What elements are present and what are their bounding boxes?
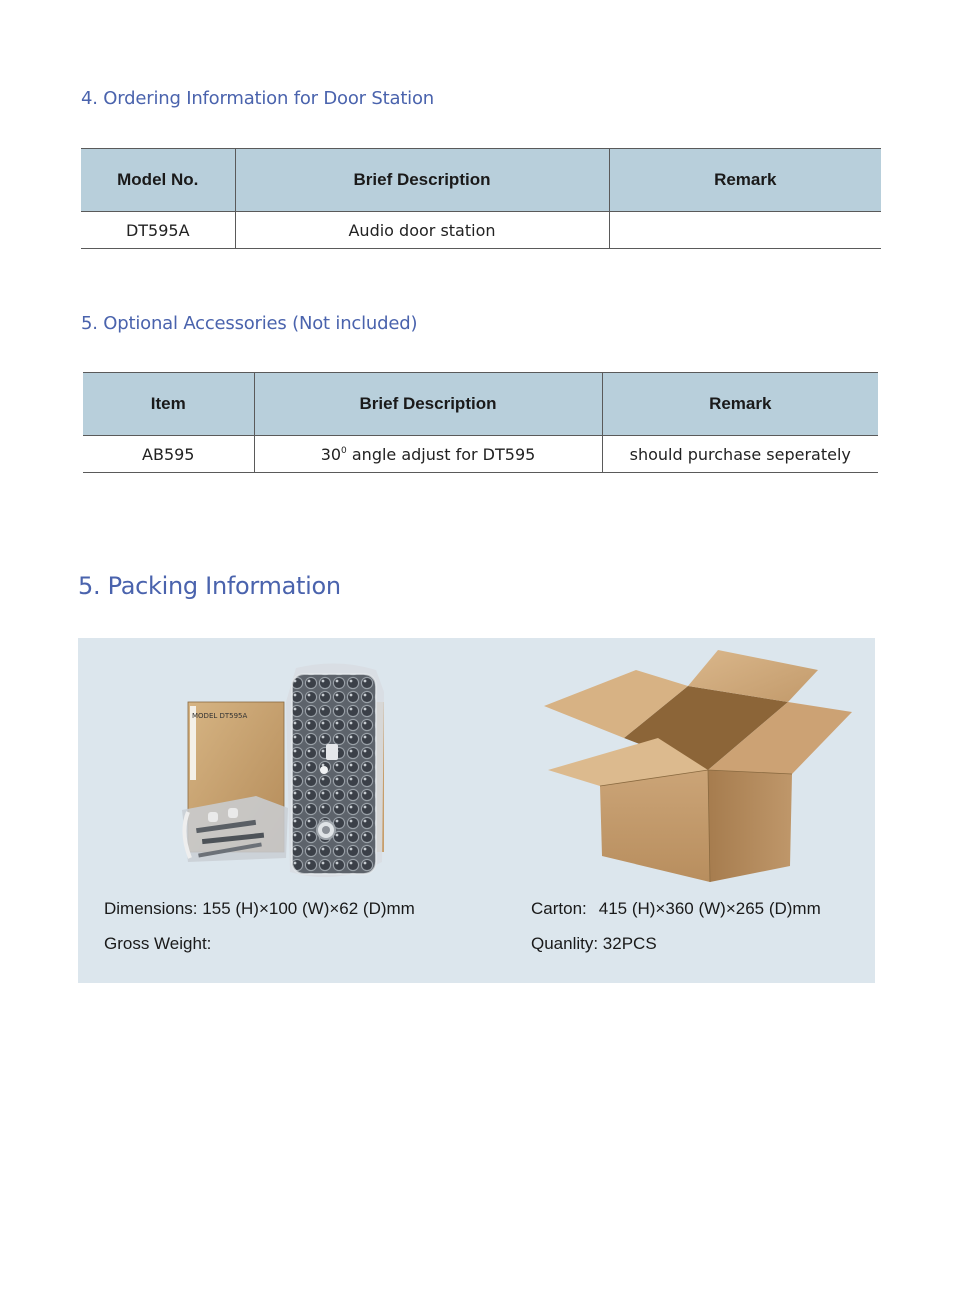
cell-description (254, 436, 602, 473)
ordering-table (81, 148, 881, 249)
cell-remark (609, 212, 881, 249)
packing-panel (78, 638, 875, 983)
cell-remark: should purchase seperately (602, 436, 878, 473)
gross-weight-label: Gross Weight: (104, 934, 212, 953)
ordering-header-row (81, 149, 881, 212)
ordering-heading: 4. Ordering Information for Door Station (81, 88, 434, 109)
dimensions-label: Dimensions: (104, 899, 198, 918)
dimensions-line (104, 899, 415, 919)
accessories-header-row (83, 373, 878, 436)
angle-value: 30 (320, 444, 342, 464)
product-box-label: MODEL DT595A (192, 712, 248, 720)
carton-line (531, 899, 821, 919)
column-header-remark: Remark (609, 149, 881, 212)
accessories-heading: 5. Optional Accessories (Not included) (81, 313, 418, 334)
column-header-model: Model No. (81, 149, 235, 212)
column-header-item: Item (83, 373, 254, 436)
column-header-description: Brief Description (254, 373, 602, 436)
table-row (83, 436, 878, 473)
carton-value: 415 (H)×360 (W)×265 (D)mm (598, 899, 821, 918)
quantity-line: Quanlity: 32PCS (531, 934, 657, 953)
dimensions-value: 155 (H)×100 (W)×62 (D)mm (202, 899, 415, 918)
angle-superscript: 0 (341, 445, 347, 456)
table-row (81, 212, 881, 249)
column-header-remark: Remark (602, 373, 878, 436)
description-text: angle adjust for DT595 (346, 444, 536, 464)
carton-label: Carton: (531, 899, 587, 918)
packing-heading: 5. Packing Information (78, 572, 341, 600)
accessories-table (83, 372, 878, 473)
cell-description: Audio door station (235, 212, 609, 249)
product-package-image (178, 662, 398, 884)
carton-image (540, 646, 858, 886)
cell-model: DT595A (81, 212, 235, 249)
column-header-description: Brief Description (235, 149, 609, 212)
cell-item: AB595 (83, 436, 254, 473)
